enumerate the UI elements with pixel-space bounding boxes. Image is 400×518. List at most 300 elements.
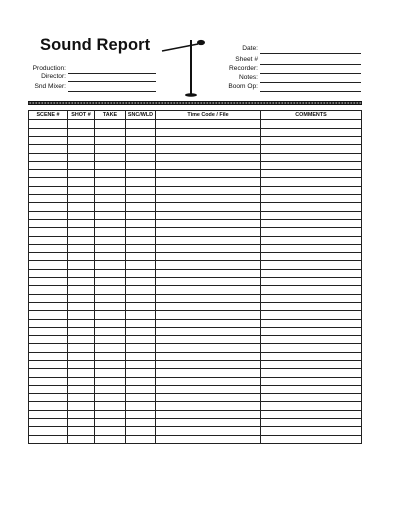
column-header-scene: SCENE #: [29, 111, 68, 120]
table-cell[interactable]: [156, 336, 261, 344]
table-cell[interactable]: [68, 219, 95, 227]
table-cell[interactable]: [156, 161, 261, 169]
table-cell[interactable]: [126, 178, 156, 186]
table-cell[interactable]: [156, 394, 261, 402]
table-cell[interactable]: [261, 261, 362, 269]
table-cell[interactable]: [29, 410, 68, 418]
table-row: [29, 402, 362, 410]
table-cell[interactable]: [261, 253, 362, 261]
table-cell[interactable]: [68, 402, 95, 410]
table-cell[interactable]: [29, 128, 68, 136]
table-cell[interactable]: [29, 186, 68, 194]
table-cell[interactable]: [68, 286, 95, 294]
table-cell[interactable]: [95, 435, 126, 443]
table-cell[interactable]: [68, 419, 95, 427]
table-cell[interactable]: [126, 253, 156, 261]
table-cell[interactable]: [29, 120, 68, 128]
table-cell[interactable]: [68, 302, 95, 310]
table-cell[interactable]: [29, 344, 68, 352]
table-cell[interactable]: [68, 120, 95, 128]
table-cell[interactable]: [29, 219, 68, 227]
table-cell[interactable]: [68, 186, 95, 194]
table-cell[interactable]: [156, 361, 261, 369]
table-cell[interactable]: [156, 419, 261, 427]
table-cell[interactable]: [95, 236, 126, 244]
table-cell[interactable]: [126, 361, 156, 369]
table-cell[interactable]: [29, 294, 68, 302]
table-cell[interactable]: [156, 385, 261, 393]
table-row: [29, 203, 362, 211]
table-cell[interactable]: [29, 427, 68, 435]
table-cell[interactable]: [126, 236, 156, 244]
table-cell[interactable]: [68, 427, 95, 435]
table-cell[interactable]: [68, 195, 95, 203]
table-cell[interactable]: [95, 294, 126, 302]
table-cell[interactable]: [126, 261, 156, 269]
table-cell[interactable]: [95, 253, 126, 261]
table-cell[interactable]: [29, 419, 68, 427]
table-cell[interactable]: [156, 427, 261, 435]
table-cell[interactable]: [29, 145, 68, 153]
table-cell[interactable]: [29, 435, 68, 443]
table-cell[interactable]: [68, 278, 95, 286]
table-row: [29, 336, 362, 344]
table-row: [29, 327, 362, 335]
table-cell[interactable]: [29, 385, 68, 393]
table-row: [29, 170, 362, 178]
table-cell[interactable]: [261, 352, 362, 360]
table-cell[interactable]: [261, 195, 362, 203]
table-cell[interactable]: [261, 319, 362, 327]
table-cell[interactable]: [95, 186, 126, 194]
table-cell[interactable]: [156, 311, 261, 319]
table-cell[interactable]: [261, 278, 362, 286]
table-cell[interactable]: [95, 211, 126, 219]
table-row: [29, 211, 362, 219]
table-row: [29, 302, 362, 310]
table-cell[interactable]: [95, 327, 126, 335]
table-cell[interactable]: [126, 244, 156, 252]
table-cell[interactable]: [261, 427, 362, 435]
table-cell[interactable]: [68, 294, 95, 302]
table-cell[interactable]: [156, 344, 261, 352]
table-cell[interactable]: [95, 136, 126, 144]
table-cell[interactable]: [68, 311, 95, 319]
boom-op-line[interactable]: [260, 91, 361, 92]
table-cell[interactable]: [126, 186, 156, 194]
table-cell[interactable]: [68, 244, 95, 252]
table-cell[interactable]: [126, 128, 156, 136]
table-row: [29, 278, 362, 286]
table-cell[interactable]: [261, 236, 362, 244]
table-cell[interactable]: [68, 361, 95, 369]
table-cell[interactable]: [261, 394, 362, 402]
table-cell[interactable]: [156, 319, 261, 327]
table-cell[interactable]: [261, 219, 362, 227]
table-cell[interactable]: [29, 269, 68, 277]
table-cell[interactable]: [261, 336, 362, 344]
table-cell[interactable]: [261, 128, 362, 136]
table-row: [29, 236, 362, 244]
table-cell[interactable]: [95, 261, 126, 269]
table-cell[interactable]: [261, 244, 362, 252]
director-field[interactable]: [0, 73, 156, 82]
table-cell[interactable]: [126, 278, 156, 286]
table-cell[interactable]: [156, 294, 261, 302]
table-cell[interactable]: [126, 385, 156, 393]
table-cell[interactable]: [29, 394, 68, 402]
table-cell[interactable]: [261, 269, 362, 277]
table-row: [29, 136, 362, 144]
table-cell[interactable]: [156, 269, 261, 277]
table-cell[interactable]: [68, 319, 95, 327]
table-cell[interactable]: [95, 228, 126, 236]
table-cell[interactable]: [261, 136, 362, 144]
table-cell[interactable]: [156, 435, 261, 443]
notes-label: Notes:: [238, 74, 258, 81]
table-cell[interactable]: [68, 377, 95, 385]
table-cell[interactable]: [95, 361, 126, 369]
table-cell[interactable]: [68, 228, 95, 236]
table-cell[interactable]: [156, 327, 261, 335]
table-cell[interactable]: [126, 377, 156, 385]
table-cell[interactable]: [156, 369, 261, 377]
table-cell[interactable]: [261, 211, 362, 219]
table-row: [29, 186, 362, 194]
table-cell[interactable]: [68, 136, 95, 144]
table-cell[interactable]: [29, 161, 68, 169]
table-cell[interactable]: [29, 136, 68, 144]
table-cell[interactable]: [95, 178, 126, 186]
table-cell[interactable]: [95, 394, 126, 402]
table-cell[interactable]: [95, 352, 126, 360]
table-cell[interactable]: [156, 211, 261, 219]
table-header-row: [29, 111, 362, 120]
table-cell[interactable]: [126, 435, 156, 443]
table-cell[interactable]: [95, 170, 126, 178]
table-cell[interactable]: [156, 302, 261, 310]
table-cell[interactable]: [126, 302, 156, 310]
table-cell[interactable]: [68, 344, 95, 352]
table-row: [29, 410, 362, 418]
table-cell[interactable]: [95, 161, 126, 169]
table-cell[interactable]: [156, 286, 261, 294]
table-cell[interactable]: [29, 336, 68, 344]
header-divider: [28, 101, 362, 105]
director-line[interactable]: [68, 81, 156, 82]
table-cell[interactable]: [126, 219, 156, 227]
sheet-field[interactable]: [200, 56, 361, 65]
table-row: [29, 369, 362, 377]
table-row: [29, 253, 362, 261]
date-field[interactable]: [200, 45, 361, 54]
table-cell[interactable]: [95, 369, 126, 377]
table-cell[interactable]: [126, 311, 156, 319]
table-cell[interactable]: [126, 195, 156, 203]
table-cell[interactable]: [261, 344, 362, 352]
column-header-shot: SHOT #: [68, 111, 95, 120]
recorder-label: Recorder:: [229, 65, 258, 72]
table-cell[interactable]: [95, 319, 126, 327]
table-cell[interactable]: [126, 319, 156, 327]
table-cell[interactable]: [68, 253, 95, 261]
table-row: [29, 145, 362, 153]
table-cell[interactable]: [68, 336, 95, 344]
table-cell[interactable]: [29, 311, 68, 319]
table-cell[interactable]: [68, 369, 95, 377]
table-row: [29, 286, 362, 294]
table-cell[interactable]: [126, 161, 156, 169]
report-title: Sound Report: [40, 36, 151, 54]
table-cell[interactable]: [68, 203, 95, 211]
column-header-snc-wld: SNC/WLD: [126, 111, 156, 120]
table-cell[interactable]: [126, 369, 156, 377]
table-cell[interactable]: [126, 269, 156, 277]
table-cell[interactable]: [68, 178, 95, 186]
table-cell[interactable]: [68, 261, 95, 269]
director-label: Director:: [41, 73, 66, 80]
table-cell[interactable]: [261, 385, 362, 393]
table-row: [29, 244, 362, 252]
table-row: [29, 161, 362, 169]
table-cell[interactable]: [261, 153, 362, 161]
table-cell[interactable]: [126, 153, 156, 161]
table-cell[interactable]: [29, 203, 68, 211]
table-cell[interactable]: [156, 236, 261, 244]
table-cell[interactable]: [95, 219, 126, 227]
table-cell[interactable]: [156, 120, 261, 128]
table-cell[interactable]: [126, 327, 156, 335]
column-header-comments: COMMENTS: [261, 111, 362, 120]
table-cell[interactable]: [68, 145, 95, 153]
table-cell[interactable]: [156, 145, 261, 153]
table-cell[interactable]: [95, 377, 126, 385]
table-cell[interactable]: [68, 170, 95, 178]
table-row: [29, 427, 362, 435]
table-cell[interactable]: [29, 253, 68, 261]
table-row: [29, 319, 362, 327]
table-cell[interactable]: [95, 153, 126, 161]
table-cell[interactable]: [126, 344, 156, 352]
table-cell[interactable]: [68, 269, 95, 277]
table-row: [29, 361, 362, 369]
table-cell[interactable]: [95, 195, 126, 203]
table-cell[interactable]: [126, 427, 156, 435]
table-cell[interactable]: [29, 377, 68, 385]
table-cell[interactable]: [261, 203, 362, 211]
table-cell[interactable]: [156, 402, 261, 410]
table-cell[interactable]: [261, 419, 362, 427]
table-cell[interactable]: [68, 385, 95, 393]
table-cell[interactable]: [68, 394, 95, 402]
table-cell[interactable]: [261, 145, 362, 153]
table-cell[interactable]: [95, 402, 126, 410]
table-row: [29, 435, 362, 443]
table-cell[interactable]: [261, 435, 362, 443]
table-cell[interactable]: [126, 336, 156, 344]
table-cell[interactable]: [68, 236, 95, 244]
table-cell[interactable]: [126, 228, 156, 236]
table-cell[interactable]: [156, 228, 261, 236]
table-row: [29, 120, 362, 128]
table-row: [29, 153, 362, 161]
table-cell[interactable]: [156, 128, 261, 136]
table-row: [29, 261, 362, 269]
table-cell[interactable]: [156, 195, 261, 203]
boom-op-label: Boom Op:: [228, 83, 258, 90]
table-cell[interactable]: [68, 435, 95, 443]
table-cell[interactable]: [95, 244, 126, 252]
table-cell[interactable]: [126, 145, 156, 153]
table-cell[interactable]: [95, 419, 126, 427]
table-row: [29, 394, 362, 402]
table-cell[interactable]: [126, 352, 156, 360]
table-cell[interactable]: [126, 419, 156, 427]
table-cell[interactable]: [261, 228, 362, 236]
table-cell[interactable]: [261, 402, 362, 410]
table-row: [29, 419, 362, 427]
table-cell[interactable]: [156, 253, 261, 261]
table-cell[interactable]: [29, 286, 68, 294]
column-header-take: TAKE: [95, 111, 126, 120]
table-row: [29, 269, 362, 277]
table-cell[interactable]: [95, 120, 126, 128]
table-cell[interactable]: [156, 203, 261, 211]
table-cell[interactable]: [95, 286, 126, 294]
sheet-label: Sheet #: [235, 56, 258, 63]
table-cell[interactable]: [95, 145, 126, 153]
table-row: [29, 294, 362, 302]
table-cell[interactable]: [261, 361, 362, 369]
table-cell[interactable]: [126, 294, 156, 302]
production-label: Production:: [32, 65, 66, 72]
table-cell[interactable]: [156, 186, 261, 194]
table-cell[interactable]: [95, 410, 126, 418]
table-cell[interactable]: [261, 286, 362, 294]
table-cell[interactable]: [261, 120, 362, 128]
table-cell[interactable]: [261, 294, 362, 302]
date-label: Date:: [242, 45, 258, 52]
table-cell[interactable]: [68, 211, 95, 219]
table-cell[interactable]: [29, 261, 68, 269]
table-cell[interactable]: [126, 410, 156, 418]
table-cell[interactable]: [156, 219, 261, 227]
table-row: [29, 311, 362, 319]
notes-field[interactable]: [200, 74, 361, 83]
column-header-time-code: Time Code / File: [156, 111, 261, 120]
table-row: [29, 352, 362, 360]
table-cell[interactable]: [261, 369, 362, 377]
table-cell[interactable]: [68, 327, 95, 335]
table-cell[interactable]: [29, 178, 68, 186]
snd-mixer-line[interactable]: [68, 91, 156, 92]
table-row: [29, 344, 362, 352]
table-cell[interactable]: [95, 385, 126, 393]
table-cell[interactable]: [261, 327, 362, 335]
table-cell[interactable]: [29, 361, 68, 369]
table-cell[interactable]: [68, 352, 95, 360]
table-cell[interactable]: [95, 302, 126, 310]
table-cell[interactable]: [29, 327, 68, 335]
table-cell[interactable]: [126, 203, 156, 211]
table-cell[interactable]: [156, 278, 261, 286]
table-cell[interactable]: [126, 211, 156, 219]
table-cell[interactable]: [95, 336, 126, 344]
table-cell[interactable]: [29, 244, 68, 252]
table-cell[interactable]: [261, 186, 362, 194]
table-cell[interactable]: [156, 410, 261, 418]
recorder-field[interactable]: [200, 65, 361, 74]
table-cell[interactable]: [95, 203, 126, 211]
date-line[interactable]: [260, 53, 361, 54]
table-cell[interactable]: [29, 211, 68, 219]
table-cell[interactable]: [126, 120, 156, 128]
table-cell[interactable]: [95, 269, 126, 277]
table-row: [29, 385, 362, 393]
table-cell[interactable]: [156, 377, 261, 385]
table-cell[interactable]: [68, 128, 95, 136]
table-cell[interactable]: [156, 261, 261, 269]
snd-mixer-field[interactable]: [0, 83, 156, 92]
table-cell[interactable]: [261, 410, 362, 418]
table-cell[interactable]: [261, 377, 362, 385]
table-cell[interactable]: [95, 311, 126, 319]
table-cell[interactable]: [29, 319, 68, 327]
table-row: [29, 128, 362, 136]
table-cell[interactable]: [156, 153, 261, 161]
sound-log-table: [28, 110, 362, 444]
table-cell[interactable]: [156, 170, 261, 178]
table-cell[interactable]: [126, 402, 156, 410]
table-row: [29, 219, 362, 227]
table-cell[interactable]: [95, 128, 126, 136]
table-cell[interactable]: [95, 427, 126, 435]
table-cell[interactable]: [29, 352, 68, 360]
table-cell[interactable]: [156, 244, 261, 252]
boom-op-field[interactable]: [200, 83, 361, 92]
table-cell[interactable]: [68, 161, 95, 169]
table-cell[interactable]: [29, 228, 68, 236]
table-cell[interactable]: [156, 178, 261, 186]
table-cell[interactable]: [29, 278, 68, 286]
table-cell[interactable]: [95, 344, 126, 352]
table-cell[interactable]: [156, 352, 261, 360]
table-cell[interactable]: [126, 286, 156, 294]
table-cell[interactable]: [29, 302, 68, 310]
table-cell[interactable]: [156, 136, 261, 144]
table-cell[interactable]: [29, 170, 68, 178]
table-cell[interactable]: [261, 161, 362, 169]
table-cell[interactable]: [261, 178, 362, 186]
table-cell[interactable]: [29, 195, 68, 203]
table-cell[interactable]: [29, 369, 68, 377]
table-cell[interactable]: [95, 278, 126, 286]
table-cell[interactable]: [68, 410, 95, 418]
table-cell[interactable]: [29, 153, 68, 161]
table-row: [29, 178, 362, 186]
table-cell[interactable]: [126, 394, 156, 402]
table-cell[interactable]: [68, 153, 95, 161]
table-cell[interactable]: [261, 302, 362, 310]
table-row: [29, 195, 362, 203]
table-cell[interactable]: [126, 170, 156, 178]
table-cell[interactable]: [261, 311, 362, 319]
table-cell[interactable]: [29, 402, 68, 410]
table-cell[interactable]: [126, 136, 156, 144]
table-row: [29, 228, 362, 236]
table-cell[interactable]: [261, 170, 362, 178]
table-cell[interactable]: [29, 236, 68, 244]
